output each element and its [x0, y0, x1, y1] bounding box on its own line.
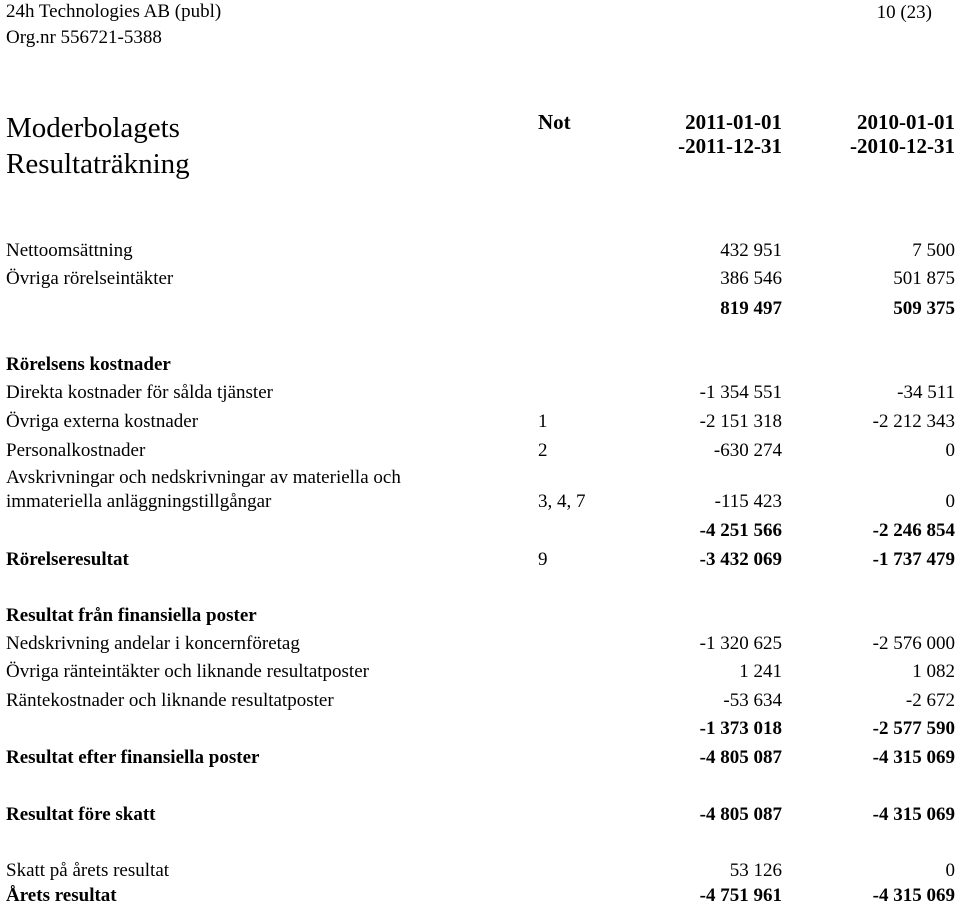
row-value-2010: 1 082 [912, 661, 955, 682]
table-row [0, 266, 960, 292]
section-heading [0, 352, 960, 378]
row-label: Personalkostnader [6, 440, 146, 461]
row-value-2010: -2 576 000 [872, 633, 955, 654]
company-name: 24h Technologies AB (publ) [6, 1, 222, 22]
subtotal-row [0, 716, 960, 742]
period-2010-start: 2010-01-01 [857, 110, 955, 134]
row-value-2011: -1 320 625 [699, 633, 782, 654]
row-value-2011: -4 805 087 [699, 804, 782, 825]
row-value-2011: -4 251 566 [699, 520, 782, 541]
row-value-2011: -53 634 [723, 690, 782, 711]
row-value-2011: 432 951 [720, 240, 782, 261]
total-row [0, 802, 960, 828]
title-line-1: Moderbolagets [6, 112, 180, 144]
row-label: Rörelseresultat [6, 549, 129, 570]
period-2011-start: 2011-01-01 [685, 110, 782, 134]
subtotal-row [0, 296, 960, 322]
row-value-2010: -2 672 [905, 690, 955, 711]
row-value-2010: -4 315 069 [872, 747, 955, 768]
table-row [0, 465, 960, 491]
page-number: 10 (23) [876, 2, 932, 23]
total-row [0, 547, 960, 573]
row-value-2011: -3 432 069 [699, 549, 782, 570]
title-line-2: Resultaträkning [6, 148, 190, 180]
period-2011-end: -2011-12-31 [678, 134, 782, 158]
table-row [0, 688, 960, 714]
period-2010-header [850, 110, 955, 158]
note-column-header: Not [538, 110, 571, 134]
row-label: Resultat efter finansiella poster [6, 747, 260, 768]
row-label: Rörelsens kostnader [6, 354, 171, 375]
table-row [0, 659, 960, 685]
row-value-2011: -4 751 961 [699, 885, 782, 906]
table-row [0, 380, 960, 406]
org-number: Org.nr 556721-5388 [6, 27, 162, 48]
row-value-2011: 386 546 [720, 268, 782, 289]
section-heading [0, 603, 960, 629]
row-value-2010: -4 315 069 [872, 804, 955, 825]
row-note: 3, 4, 7 [538, 491, 586, 512]
row-value-2010: -2 577 590 [872, 718, 955, 739]
row-value-2010: 509 375 [893, 298, 955, 319]
row-value-2010: 0 [945, 491, 955, 512]
page-title [6, 110, 190, 182]
row-label: immateriella anläggningstillgångar [6, 491, 272, 512]
row-value-2010: -4 315 069 [872, 885, 955, 906]
row-value-2011: 53 126 [729, 860, 782, 881]
row-label: Nedskrivning andelar i koncernföretag [6, 633, 300, 654]
table-row [0, 409, 960, 435]
table-row [0, 858, 960, 884]
row-label: Direkta kostnader för sålda tjänster [6, 382, 273, 403]
row-value-2011: 1 241 [739, 661, 782, 682]
period-2011-header [678, 110, 782, 158]
row-value-2011: -2 151 318 [699, 411, 782, 432]
total-row [0, 883, 960, 909]
row-value-2010: 501 875 [893, 268, 955, 289]
row-value-2010: 0 [945, 860, 955, 881]
row-value-2011: -630 274 [713, 440, 782, 461]
row-label: Övriga rörelseintäkter [6, 268, 174, 289]
row-label: Räntekostnader och liknande resultatposter [6, 690, 334, 711]
table-row [0, 238, 960, 264]
table-row [0, 631, 960, 657]
table-row [0, 489, 960, 515]
row-value-2011: -115 423 [714, 491, 782, 512]
row-label: Skatt på årets resultat [6, 860, 170, 881]
row-value-2010: -34 511 [897, 382, 955, 403]
row-label: Övriga ränteintäkter och liknande resultatposter [6, 661, 369, 682]
row-value-2011: -1 373 018 [699, 718, 782, 739]
row-label: Årets resultat [6, 885, 117, 906]
period-2010-end: -2010-12-31 [850, 134, 955, 158]
row-value-2011: -4 805 087 [699, 747, 782, 768]
row-value-2011: -1 354 551 [699, 382, 782, 403]
total-row [0, 745, 960, 771]
row-label: Övriga externa kostnader [6, 411, 199, 432]
row-value-2011: 819 497 [720, 298, 782, 319]
row-label: Nettoomsättning [6, 240, 133, 261]
row-label: Avskrivningar och nedskrivningar av materiella och [6, 467, 401, 488]
row-value-2010: 0 [945, 440, 955, 461]
subtotal-row [0, 518, 960, 544]
row-note: 2 [538, 440, 548, 461]
row-note: 1 [538, 411, 548, 432]
row-value-2010: -2 212 343 [872, 411, 955, 432]
row-value-2010: 7 500 [912, 240, 955, 261]
row-value-2010: -1 737 479 [872, 549, 955, 570]
row-note: 9 [538, 549, 548, 570]
row-label: Resultat från finansiella poster [6, 605, 257, 626]
row-label: Resultat före skatt [6, 804, 156, 825]
row-value-2010: -2 246 854 [872, 520, 955, 541]
table-row [0, 438, 960, 464]
